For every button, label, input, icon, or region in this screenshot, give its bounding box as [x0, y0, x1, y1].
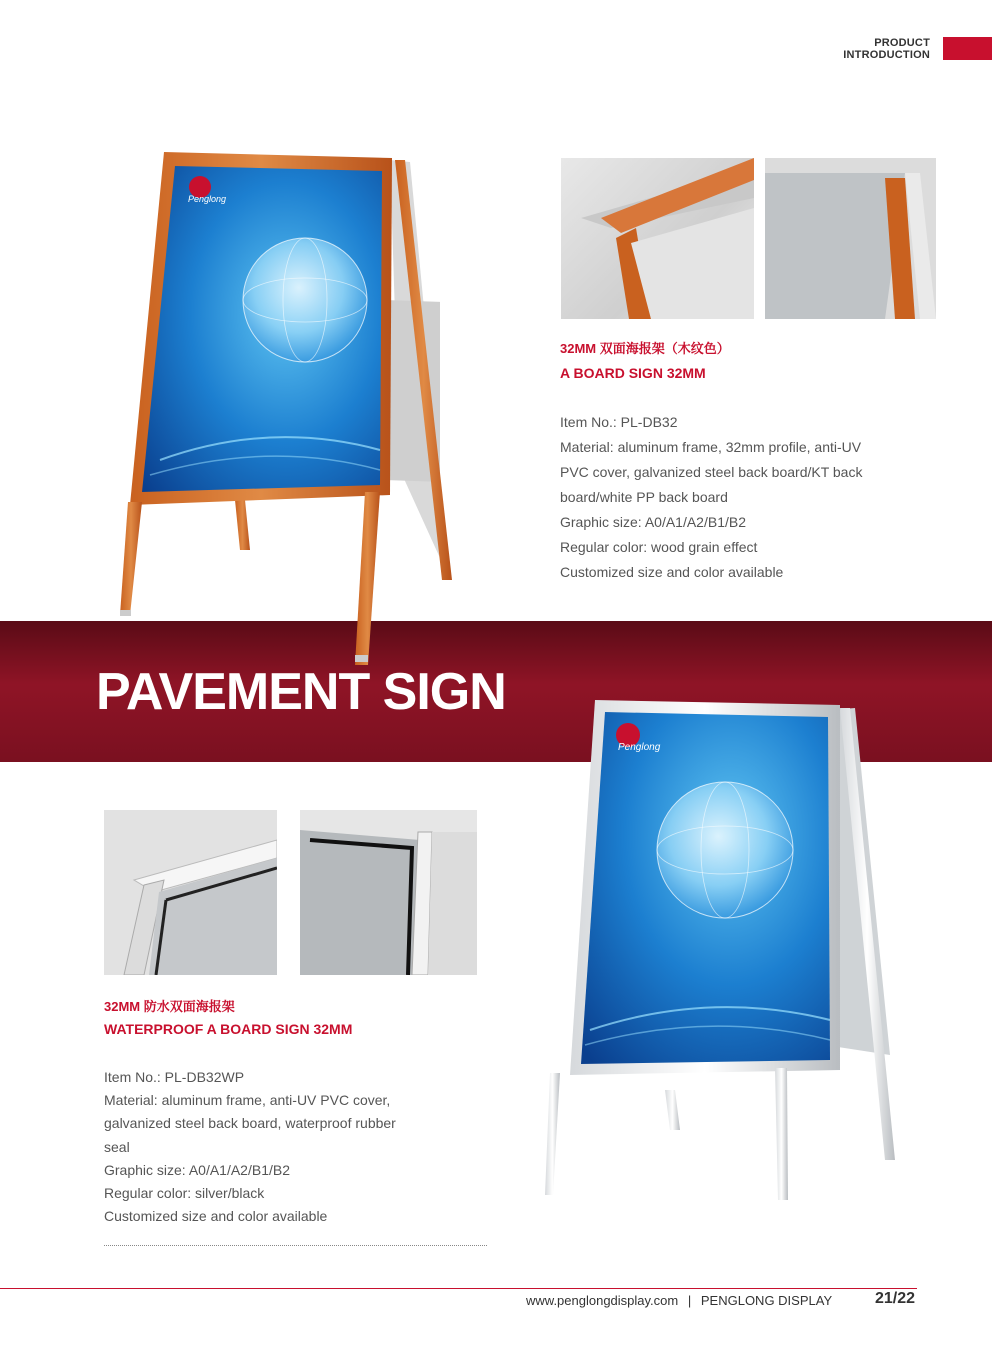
- product2-cn-title: 32MM 防水双面海报架: [104, 999, 235, 1014]
- poster-brand: Penglong: [188, 194, 227, 204]
- wood-a-board-sign-image: [100, 140, 470, 665]
- page-number: 21/22: [875, 1290, 916, 1307]
- product1-specs: [560, 410, 862, 585]
- product2-graphic-size: Graphic size: A0/A1/A2/B1/B2: [104, 1161, 290, 1178]
- section-tag: [843, 37, 930, 61]
- product2-customized: Customized size and color available: [104, 1208, 328, 1225]
- product1-material-2: PVC cover, galvanized steel back board/KT back: [560, 464, 863, 480]
- product2-item-no: Item No.: PL-DB32WP: [104, 1069, 245, 1085]
- product1-en-title: A BOARD SIGN 32MM: [560, 365, 706, 381]
- product2-regular-color: Regular color: silver/black: [104, 1185, 265, 1202]
- footer-website-link[interactable]: www.penglongdisplay.com: [526, 1293, 679, 1308]
- waterproof-seal-photo: [300, 810, 477, 975]
- product1-graphic-size: Graphic size: A0/A1/A2/B1/B2: [560, 514, 746, 530]
- product1-customized: Customized size and color available: [560, 564, 784, 580]
- footer-rule: [0, 1288, 917, 1289]
- wood-frame-corner-photo: [561, 158, 754, 319]
- category-title: PAVEMENT SIGN: [96, 663, 506, 721]
- silver-frame-corner-photo: [104, 810, 277, 975]
- section-tag-accent: [943, 37, 992, 60]
- footer-text: [526, 1293, 832, 1308]
- product1-item-no: Item No.: PL-DB32: [560, 414, 678, 430]
- product2-material-1: Material: aluminum frame, anti-UV PVC cover,: [104, 1092, 391, 1109]
- section-tag-line2: INTRODUCTION: [843, 49, 930, 61]
- product1-material-1: Material: aluminum frame, 32mm profile, anti-UV: [560, 439, 862, 455]
- footer-separator: |: [687, 1293, 692, 1308]
- footer-company: PENGLONG DISPLAY: [700, 1293, 833, 1308]
- section-tag-line1: PRODUCT: [874, 37, 930, 49]
- product2-material-2: galvanized steel back board, waterproof rubber: [104, 1115, 396, 1132]
- product2-material-3: seal: [104, 1138, 130, 1155]
- product1-cn-title: 32MM 双面海报架（木纹色）: [560, 341, 730, 356]
- product2-specs: [104, 1066, 396, 1228]
- product2-en-title: WATERPROOF A BOARD SIGN 32MM: [104, 1021, 353, 1037]
- poster-brand-2: Penglong: [618, 742, 661, 753]
- dotted-divider: [104, 1245, 487, 1246]
- back-board-photo: [765, 158, 936, 319]
- product1-material-3: board/white PP back board: [560, 489, 728, 505]
- product1-regular-color: Regular color: wood grain effect: [560, 539, 758, 555]
- silver-a-board-sign-image: [540, 690, 900, 1200]
